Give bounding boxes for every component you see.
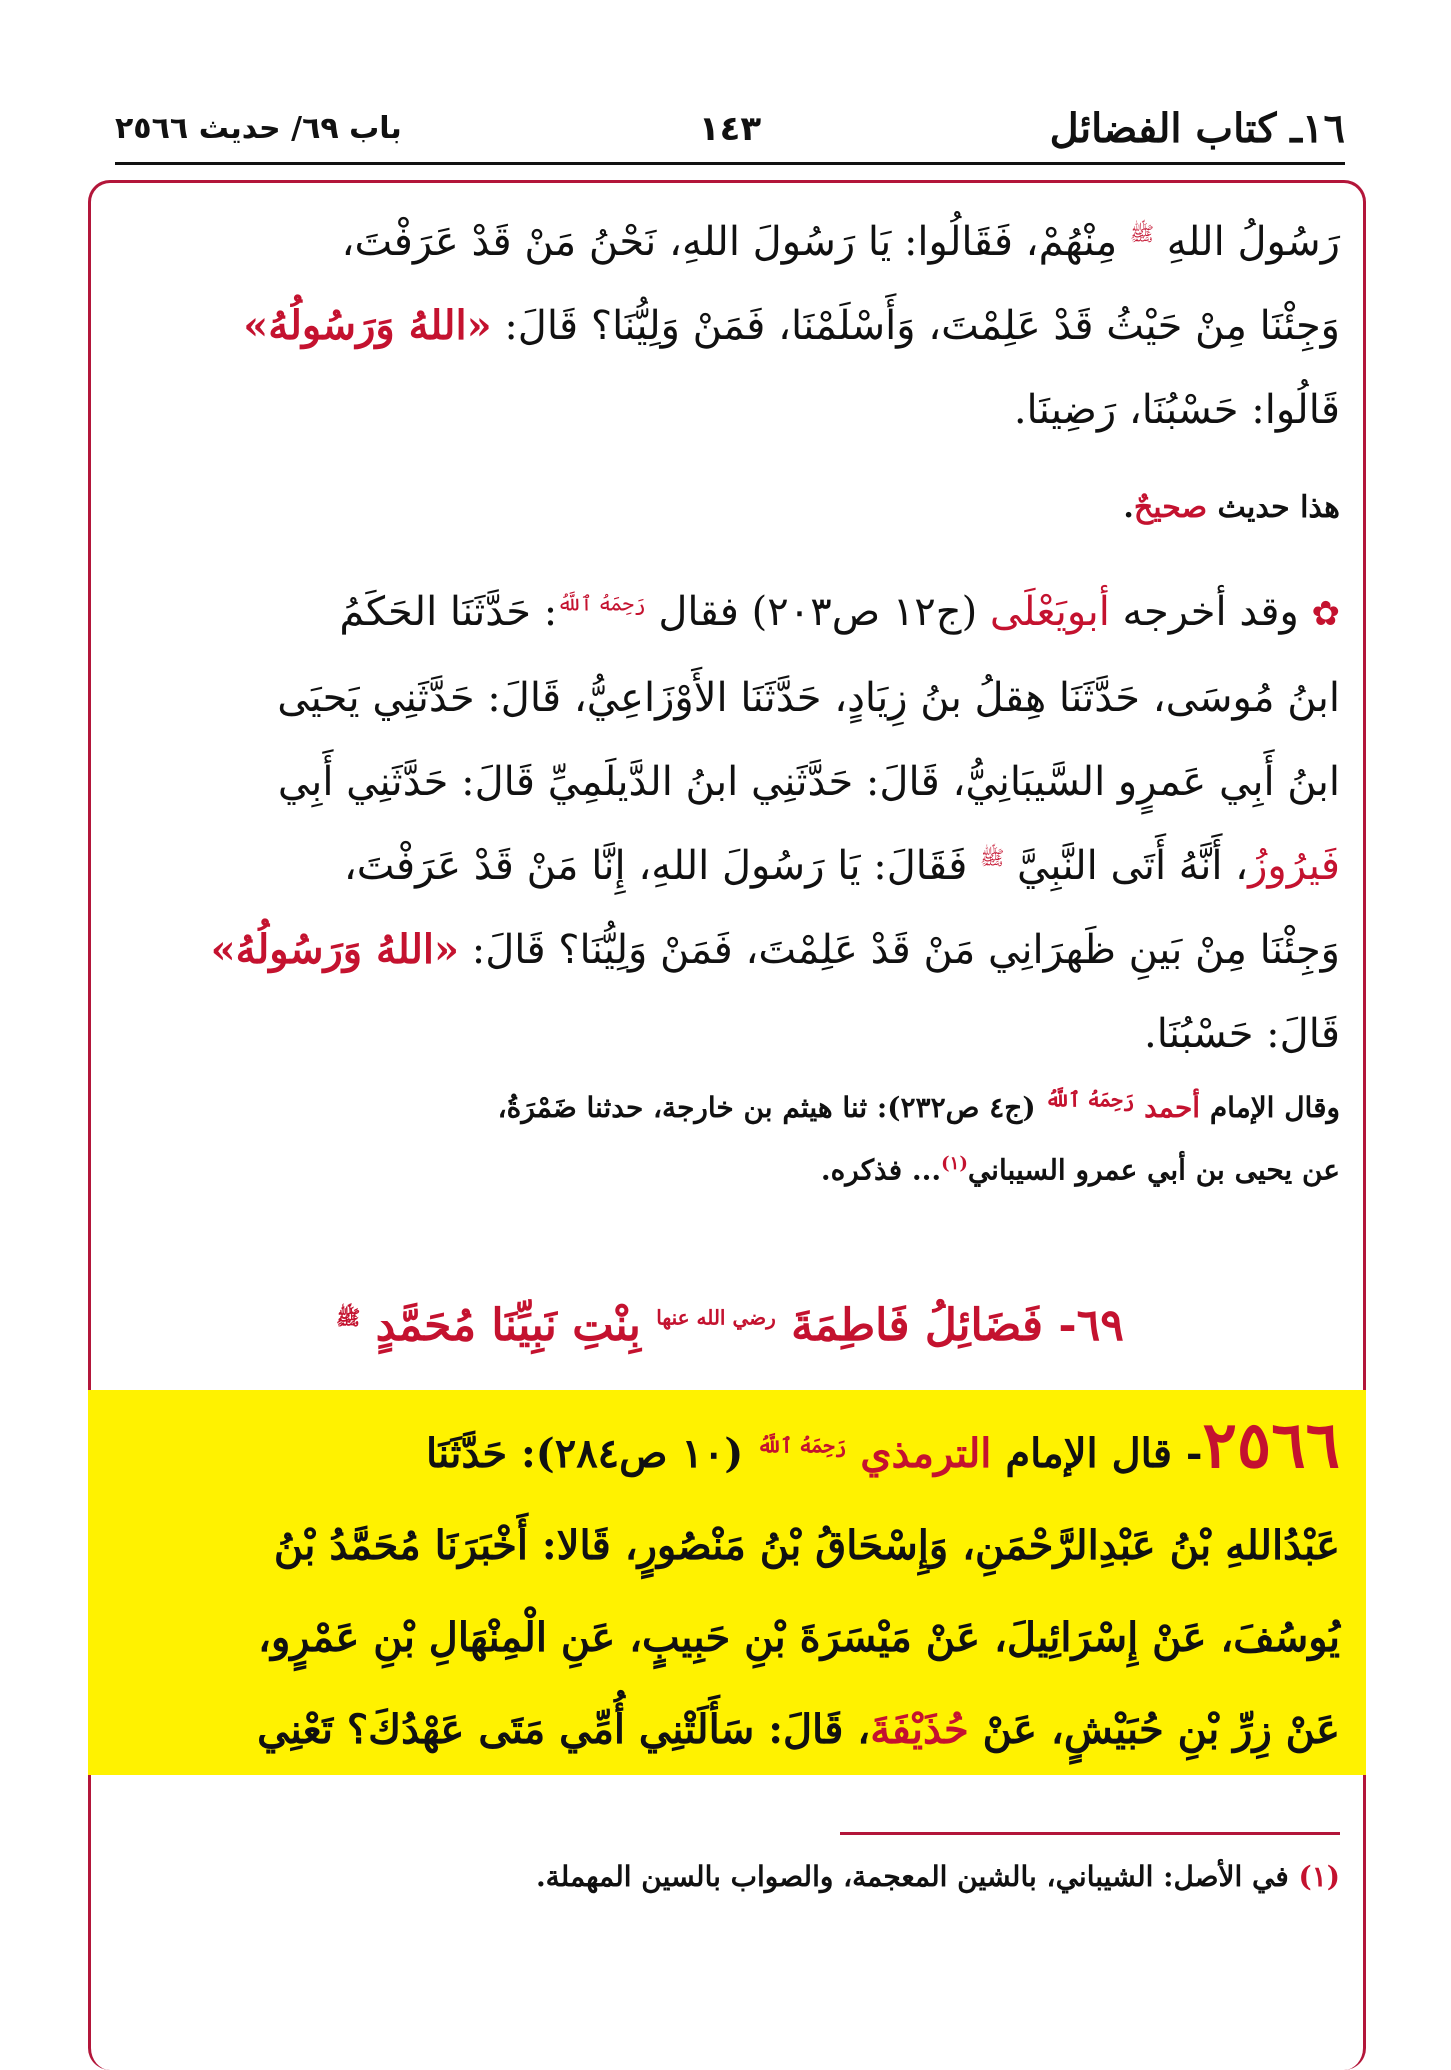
hadith-number: ٢٥٦٦ [1202, 1408, 1340, 1483]
salutation-glyph: رضي الله عنها [656, 1305, 776, 1330]
text-line: ✿ وقد أخرجه أبويَعْلَى (ج١٢ ص٢٠٣) فقال $^{رَحِمَهُ ٱللَّهُ}$: حَدَّثَنَا الحَكَمُ [339, 589, 1340, 635]
narration-section-1 [120, 200, 1340, 452]
companion-name: حُذَيْفَةَ [870, 1706, 969, 1753]
page-number: ١٤٣ [698, 109, 762, 149]
footnote-number: (١) [1298, 1860, 1340, 1893]
hadith-ruling: هذا حديث صحيحٌ. [1123, 490, 1340, 525]
text-line: ابنُ أَبِي عَمرٍو السَّيبَانِيُّ، قَالَ: حَدَّثَنِي ابنُ الدَّيلَمِيِّ قَالَ: حَدَّثَنِي أَبِي [277, 759, 1340, 805]
salutation-glyph: رَحِمَهُ ٱللَّهُ [1045, 1087, 1135, 1112]
salutation-glyph: ﷺ [1129, 221, 1155, 246]
salutation-glyph: رَحِمَهُ ٱللَّهُ [557, 591, 646, 616]
narrator-name: فَيرُوزُ [1248, 843, 1340, 889]
footnote [120, 1860, 1340, 1893]
salutation-glyph: رَحِمَهُ ٱللَّهُ [757, 1433, 847, 1458]
chapter-number: ٦٩- [1058, 1300, 1124, 1351]
salutation-glyph: ﷺ [980, 845, 1005, 870]
text-line: فَيرُوزُ، أَنَّهُ أَتَى النَّبِيَّ $^ﷺ$ فَقَالَ: يَا رَسُولَ اللهِ، إِنَّا مَنْ قَدْ عَرَفْتَ، [343, 843, 1340, 889]
text-line: وقال الإمام أحمد $^{رَحِمَهُ ٱللَّهُ}$ (ج٤ ص٢٣٢): ثنا هيثم بن خارجة، حدثنا ضَمْرَةُ، [497, 1087, 1340, 1124]
chapter-title: فَضَائِلُ فَاطِمَةَ [791, 1300, 1044, 1351]
text-line: رَسُولُ اللهِ $^ﷺ$ مِنْهُمْ، فَقَالُوا: يَا رَسُولَ اللهِ، نَحْنُ مَنْ قَدْ عَرَفْتَ، [341, 219, 1340, 265]
header-rule [115, 162, 1345, 165]
quote: «اللهُ وَرَسُولُهُ» [210, 926, 459, 973]
narration-section-2 [120, 570, 1340, 1076]
narration-note [120, 1080, 1340, 1198]
chapter-reference: باب ٦٩/ حديث ٢٥٦٦ [115, 111, 402, 146]
text-line: قَالَ: حَسْبُنَا. [1143, 1011, 1340, 1057]
chapter-title-end: بِنْتِ نَبِيِّنَا مُحَمَّدٍ [375, 1300, 641, 1351]
footnote-marker: (١) [941, 1153, 968, 1174]
text-line: ٢٥٦٦- قال الإمام الترمذي $^{رَحِمَهُ ٱللَّهُ}$ (١٠ ص٢٨٤): حَدَّثَنَا [425, 1408, 1340, 1483]
imam-name: الترمذي [860, 1430, 992, 1477]
text-line: يُوسُفَ، عَنْ إِسْرَائِيلَ، عَنْ مَيْسَرَةَ بْنِ حَبِيبٍ، عَنِ الْمِنْهَالِ بْنِ عَمْرٍو، [258, 1614, 1340, 1661]
imam-name: أحمد [1144, 1091, 1201, 1124]
text-line: عَنْ زِرِّ بْنِ حُبَيْشٍ، عَنْ حُذَيْفَةَ، قَالَ: سَأَلَتْنِي أُمِّي مَتَى عَهْدُكَ؟ تَعْنِي [257, 1706, 1340, 1753]
narrator-name: أبويَعْلَى [989, 589, 1110, 635]
text-line: ابنُ مُوسَى، حَدَّثَنَا هِقلُ بنُ زِيَادٍ، حَدَّثَنَا الأَوْزَاعِيُّ، قَالَ: حَدَّثَنِي يَحيَى [277, 675, 1340, 721]
flower-icon: ✿ [1311, 594, 1340, 634]
book-title: ١٦ـ كتاب الفضائل [1049, 105, 1345, 152]
text-line: عن يحيى بن أبي عمرو السيباني$^{(١)}$... فذكره. [820, 1153, 1340, 1187]
text-line: وَجِئْنَا مِنْ حَيْثُ قَدْ عَلِمْتَ، وَأَسْلَمْنَا، فَمَنْ وَلِيُّنَا؟ قَالَ: «اللهُ وَرَسُولُهُ» [243, 302, 1340, 349]
footnote-text: في الأصل: الشيباني، بالشين المعجمة، والصواب بالسين المهملة. [535, 1860, 1289, 1893]
text-line: وَجِئْنَا مِنْ بَينِ ظَهرَانِي مَنْ قَدْ عَلِمْتَ، فَمَنْ وَلِيُّنَا؟ قَالَ: «اللهُ وَرَسُولُهُ» [210, 926, 1340, 973]
footnote-rule [840, 1832, 1340, 1835]
hadith-2566 [120, 1400, 1340, 1776]
grade: صحيحٌ [1133, 490, 1208, 525]
text-line: قَالُوا: حَسْبُنَا، رَضِينَا. [1013, 387, 1340, 433]
quote: «اللهُ وَرَسُولُهُ» [243, 302, 492, 349]
text-line: عَبْدُاللهِ بْنُ عَبْدِالرَّحْمَنِ، وَإِسْحَاقُ بْنُ مَنْصُورٍ، قَالا: أَخْبَرَنَا مُحَمَّدُ بْنُ [273, 1522, 1340, 1569]
salutation-glyph: ﷺ [336, 1305, 361, 1330]
chapter-heading [120, 1300, 1340, 1351]
